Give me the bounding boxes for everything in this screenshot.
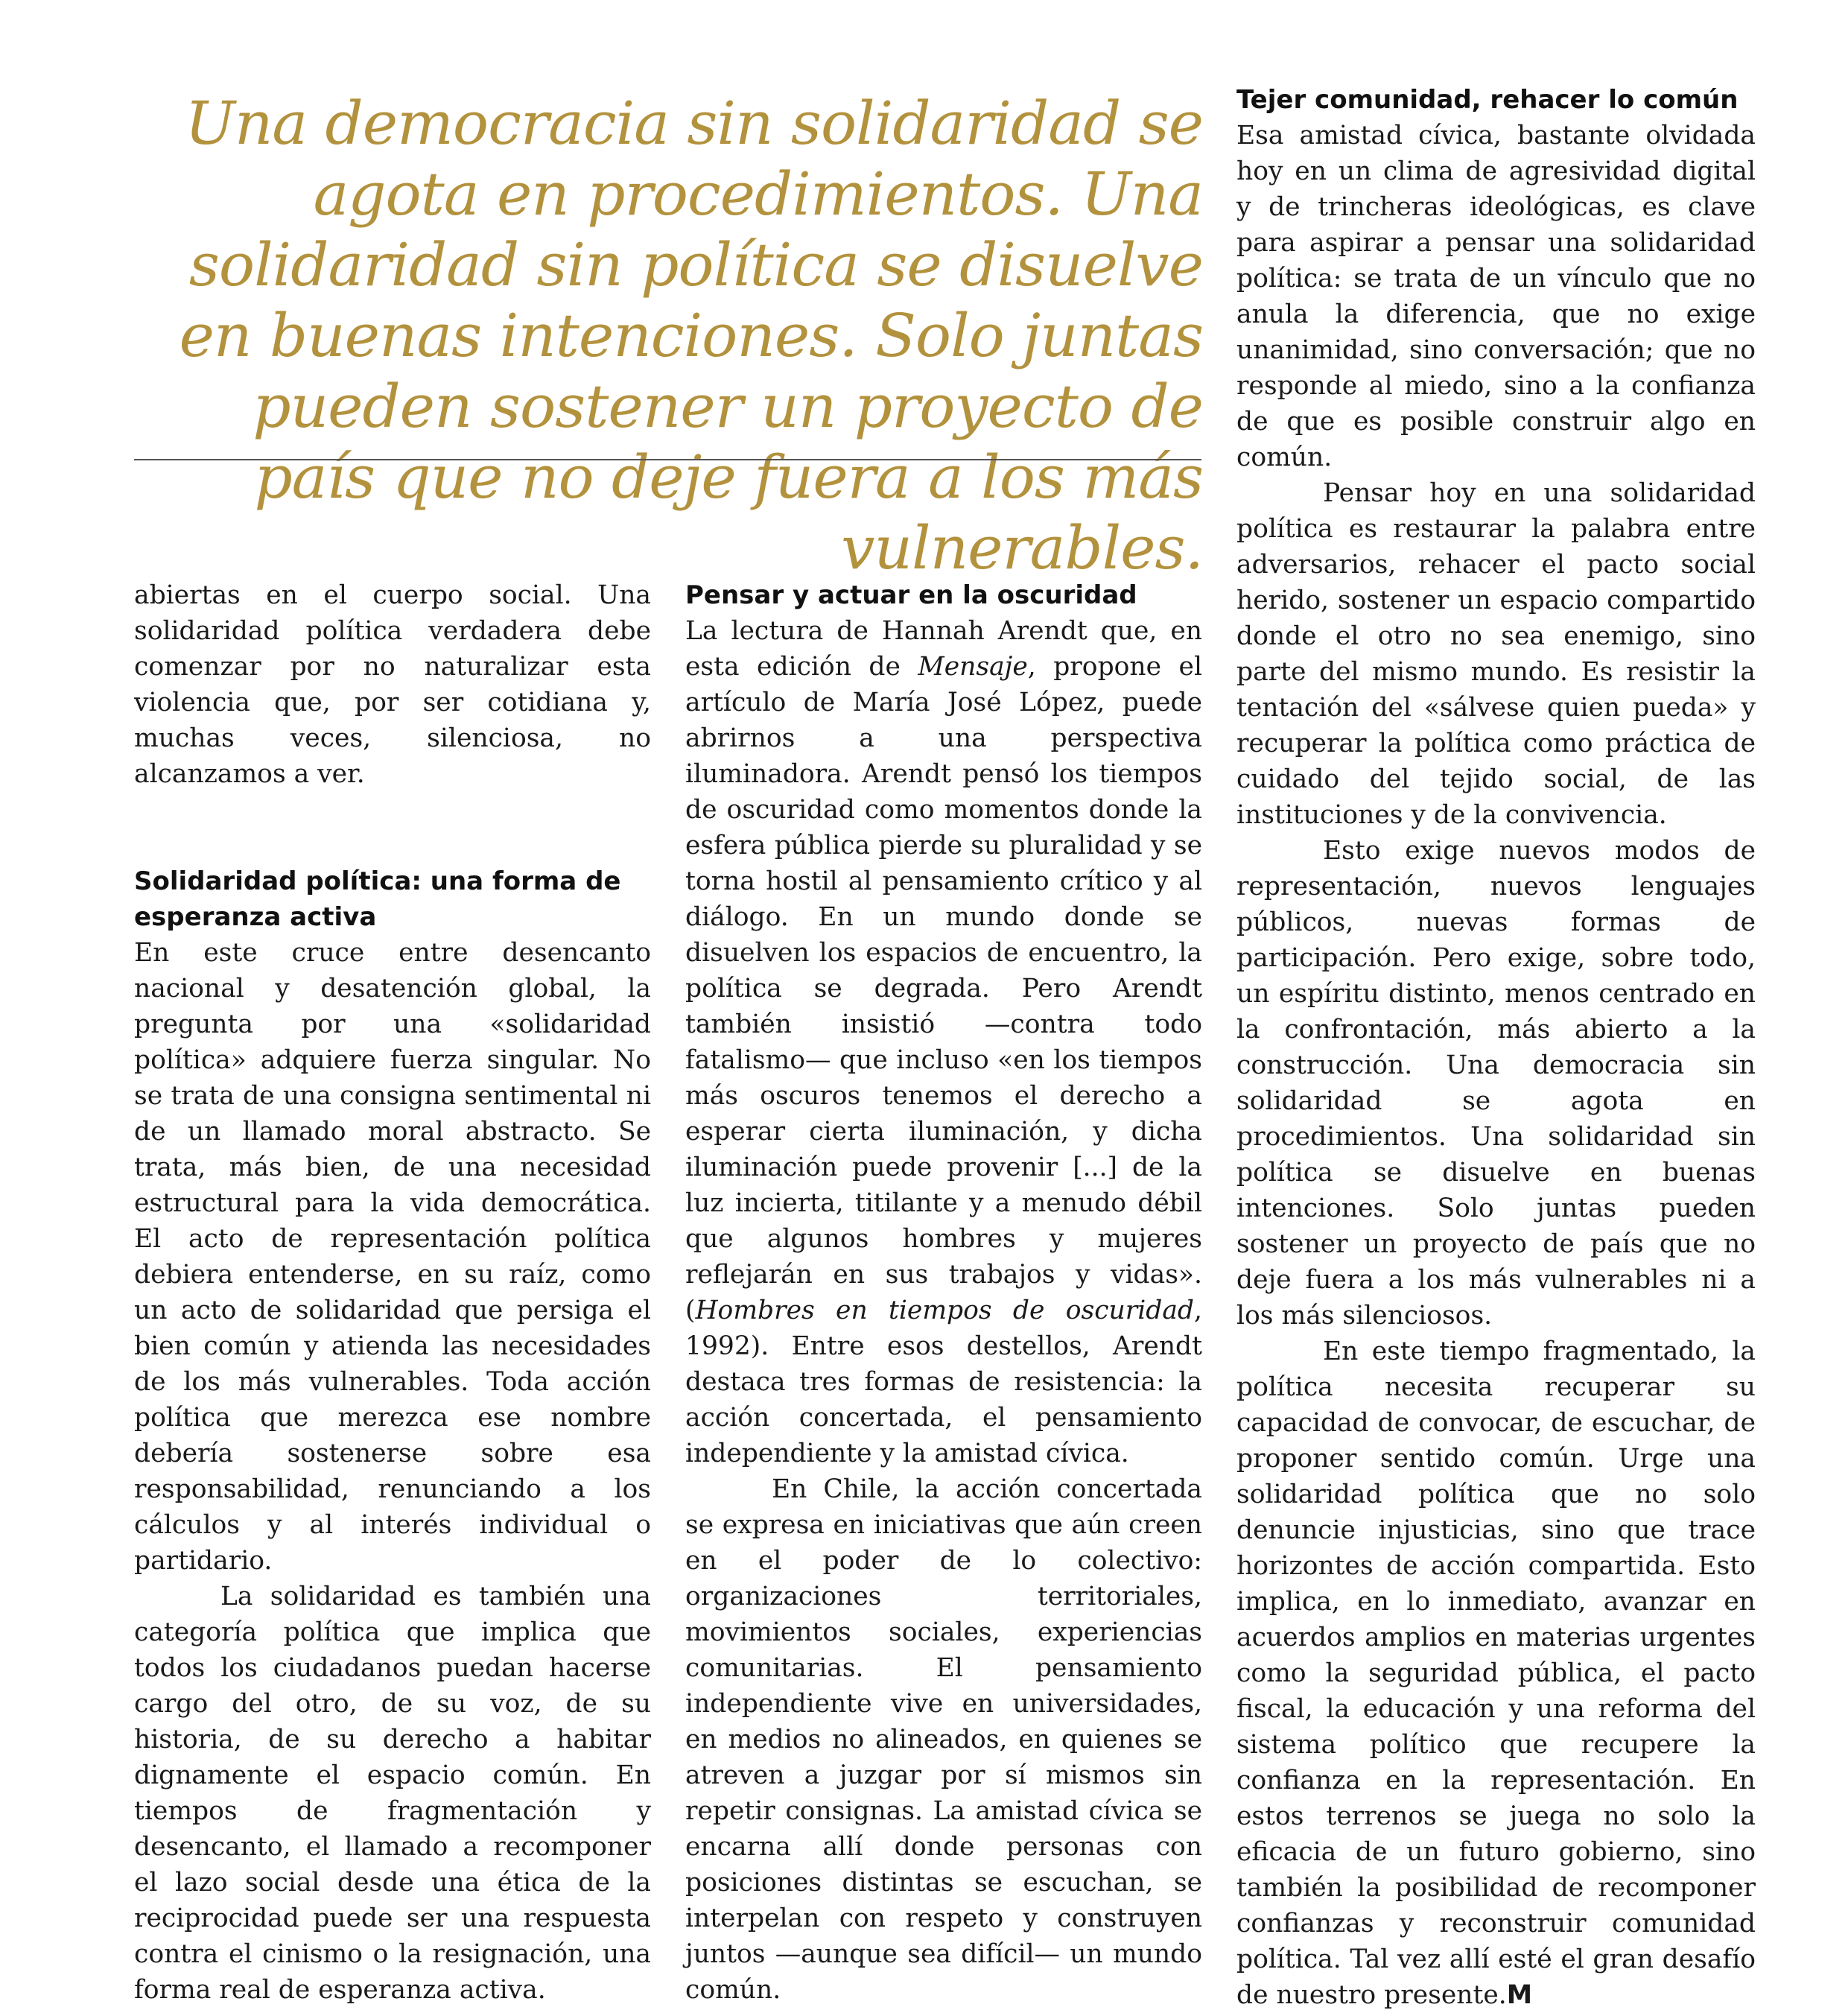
paragraph: En Chile, la acción concertada se expresa en iniciativas que aún creen en el poder de lo colectivo: organizaciones territoriales, movimientos sociales, experiencias comunitarias. El pensamiento independiente vive en universidades, en medios no alineados, en quienes se atreven a juzgar por sí mismos sin repetir consignas. La amistad cívica se encarna allí donde personas con posiciones distintas se escuchan, se interpelan con respeto y construyen juntos —aunque sea difícil— un mundo común. bbox=[685, 1474, 1202, 2005]
section-heading-solidaridad: Solidaridad política: una forma de esperanza activa bbox=[134, 866, 621, 932]
column-3 bbox=[1236, 82, 1756, 2013]
paragraph: En este cruce entre desencanto nacional y desatención global, la pregunta por una «solidaridad política» adquiere fuerza singular. No se trata de una consigna sentimental ni de un llamado moral abstracto. Se trata, más bien, de una necesidad estructural para la vida democrática. El acto de representación política debiera entenderse, en su raíz, como un acto de solidaridad que persiga el bien común y atienda las necesidades de los más vulnerables. Toda acción política que merezca ese nombre debería sostenerse sobre esa responsabilidad, renunciando a los cálculos y al interés individual o partidario. bbox=[134, 938, 651, 1576]
paragraph-arendt: La lectura de Hannah Arendt que, en esta edición de Mensaje, propone el artículo de María José López, puede abrirnos a una perspectiva iluminadora. Arendt pensó los tiempos de oscuridad como momentos donde la esfera pública pierde su pluralidad y se torna hostil al pensamiento crítico y al diálogo. En un mundo donde se disuelven los espacios de encuentro, la política se degrada. Pero Arendt también insistió —contra todo fatalismo— que incluso «en los tiempos más oscuros tenemos el derecho a esperar cierta iluminación, y dicha iluminación puede provenir [...] de la luz incierta, titilante y a menudo débil que algunos hombres y mujeres reflejarán en sus trabajos y vidas». (Hombres en tiempos de oscuridad, 1992). Entre esos destellos, Arendt destaca tres formas de resistencia: la acción concertada, el pensamiento independiente y la amistad cívica. bbox=[685, 616, 1202, 1468]
paragraph-final: En este tiempo fragmentado, la política necesita recuperar su capacidad de convocar, de escuchar, de proponer sentido común. Urge una solidaridad política que no solo denuncie injusticias, sino que trace horizontes de acción compartida. Esto implica, en lo inmediato, avanzar en acuerdos amplios en materias urgentes como la seguridad pública, el pacto fiscal, la educación y una reforma del sistema político que recupere la confianza en la representación. En estos terrenos se juega no solo la eficacia de un futuro gobierno, sino también la posibilidad de recomponer confianzas y reconstruir comunidad política. Tal vez allí esté el gran desafío de nuestro presente.M bbox=[1236, 1337, 1756, 2010]
magazine-title: Mensaje bbox=[918, 652, 1028, 682]
paragraph: Esa amistad cívica, bastante olvidada hoy en un clima de agresividad digital y de trincheras ideológicas, es clave para aspirar a pensar una solidaridad política: se trata de un vínculo que no anula la diferencia, que no exige unanimidad, sino conversación; que no responde al miedo, sino a la confianza de que es posible construir algo en común. bbox=[1236, 121, 1756, 472]
column-1 bbox=[134, 577, 651, 2008]
paragraph: Pensar hoy en una solidaridad política es restaurar la palabra entre adversarios, rehacer el pacto social herido, sostener un espacio compartido donde el otro no sea enemigo, sino parte del mismo mundo. Es resistir la tentación del «sálvese quien pueda» y recuperar la política como práctica de cuidado del tejido social, de las instituciones y de la convivencia. bbox=[1236, 478, 1756, 830]
paragraph: La solidaridad es también una categoría política que implica que todos los ciudadanos puedan hacerse cargo del otro, de su voz, de su historia, de su derecho a habitar dignamente el espacio común. En tiempos de fragmentación y desencanto, el llamado a recomponer el lazo social desde una ética de la reciprocidad puede ser una respuesta contra el cinismo o la resignación, una forma real de esperanza activa. bbox=[134, 1582, 651, 2005]
section-heading-oscuridad: Pensar y actuar en la oscuridad bbox=[685, 580, 1137, 610]
column-2 bbox=[685, 577, 1202, 2008]
end-mark: M bbox=[1506, 1980, 1533, 2010]
section-heading-comunidad: Tejer comunidad, rehacer lo común bbox=[1236, 85, 1739, 115]
book-title: Hombres en tiempos de oscuridad bbox=[695, 1296, 1195, 1325]
divider-rule bbox=[134, 459, 1201, 460]
paragraph-intro: abiertas en el cuerpo social. Una solidaridad política verdadera debe comenzar por no naturalizar esta violencia que, por ser cotidiana y, muchas veces, silenciosa, no alcanzamos a ver. bbox=[134, 580, 651, 789]
paragraph: Esto exige nuevos modos de representación, nuevos lenguajes públicos, nuevas formas de participación. Pero exige, sobre todo, un espíritu distinto, menos centrado en la confrontación, más abierto a la construcción. Una democracia sin solidaridad se agota en procedimientos. Una solidaridad sin política se disuelve en buenas intenciones. Solo juntas pueden sostener un proyecto de país que no deje fuera a los más vulnerables ni a los más silenciosos. bbox=[1236, 836, 1756, 1331]
pull-quote: Una democracia sin solidaridad se agota en procedimientos. Una solidaridad sin política se disuelve en buenas intenciones. Solo juntas pueden sostener un proyecto de país que no deje fuera a los más vulnerables. bbox=[179, 89, 1203, 583]
